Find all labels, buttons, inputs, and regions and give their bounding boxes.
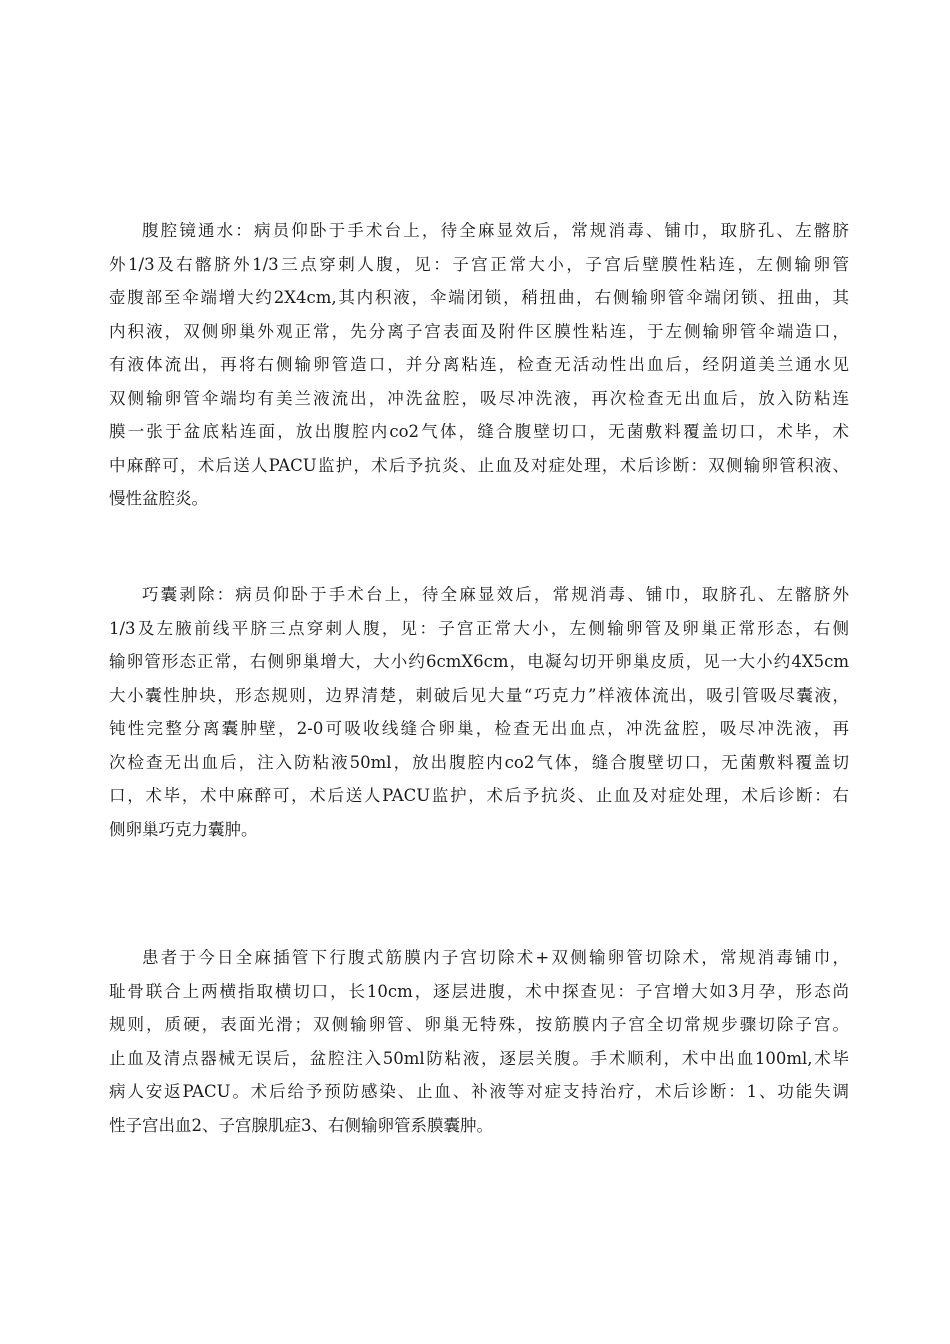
paragraph-line: 病人安返PACU。术后给予预防感染、止血、补液等对症支持治疗，术后诊断：1、功能失调 xyxy=(109,1082,849,1101)
paragraph-laparoscopic-hydrotubation xyxy=(109,214,849,516)
paragraph-line: 侧卵巢巧克力囊肿。 xyxy=(109,819,258,839)
paragraph-line: 中麻醉可，术后送人PACU监护，术后予抗炎、止血及对症处理，术后诊断：双侧输卵管积液、 xyxy=(109,455,849,475)
paragraph-line: 腹腔镜通水：病员仰卧于手术台上，待全麻显效后，常规消毒、铺巾，取脐孔、左髂脐 xyxy=(142,221,849,240)
paragraph-line: 膜一张于盆底粘连面，放出腹腔内co2气体，缝合腹壁切口，无菌敷料覆盖切口，术毕，术 xyxy=(109,422,849,441)
paragraph-line: 内积液，双侧卵巢外观正常，先分离子宫表面及附件区膜性粘连，于左侧输卵管伞端造口， xyxy=(109,321,849,341)
paragraph-line: 有液体流出，再将右侧输卵管造口，并分离粘连，检查无活动性出血后，经阴道美兰通水见 xyxy=(109,355,849,374)
paragraph-line: 患者于今日全麻插管下行腹式筋膜内子宫切除术+双侧输卵管切除术，常规消毒铺巾， xyxy=(142,948,849,967)
paragraph-line: 外1/3及右髂脐外1/3三点穿刺人腹，见：子宫正常大小，子宫后壁膜性粘连，左侧输卵管 xyxy=(109,254,849,274)
paragraph-line: 钝性完整分离囊肿壁，2-0可吸收线缝合卵巢，检查无出血点，冲洗盆腔，吸尽冲洗液，再 xyxy=(109,719,849,738)
paragraph-line: 壶腹部至伞端增大约2X4cm,其内积液，伞端闭锁，稍扭曲，右侧输卵管伞端闭锁、扭曲，其 xyxy=(109,288,849,307)
paragraph-line: 止血及清点器械无误后，盆腔注入50ml防粘液，逐层关腹。手术顺利，术中出血100ml,术毕 xyxy=(109,1048,849,1068)
paragraph-line: 1/3及左腋前线平脐三点穿刺人腹，见：子宫正常大小，左侧输卵管及卵巢正常形态，右侧 xyxy=(109,618,849,638)
paragraph-line: 巧囊剥除：病员仰卧于手术台上，待全麻显效后，常规消毒、铺巾，取脐孔、左髂脐外 xyxy=(142,585,849,604)
paragraph-line: 耻骨联合上两横指取横切口，长10cm，逐层进腹，术中探查见：子宫增大如3月孕，形态尚 xyxy=(109,981,849,1001)
paragraph-line: 口，术毕，术中麻醉可，术后送人PACU监护，术后予抗炎、止血及对症处理，术后诊断：右 xyxy=(109,786,849,805)
paragraph-line: 慢性盆腔炎。 xyxy=(109,489,208,508)
paragraph-line: 双侧输卵管伞端均有美兰液流出，冲洗盆腔，吸尽冲洗液，再次检查无出血后，放入防粘连 xyxy=(109,388,849,408)
paragraph-line: 输卵管形态正常，右侧卵巢增大，大小约6cmX6cm，电凝勾切开卵巢皮质，见一大小约4X5cm xyxy=(109,652,849,671)
paragraph-line: 次检查无出血后，注入防粘液50ml，放出腹腔内co2气体，缝合腹壁切口，无菌敷料覆盖切 xyxy=(109,752,849,772)
paragraph-line: 规则，质硬，表面光滑；双侧输卵管、卵巢无特殊，按筋膜内子宫全切常规步骤切除子宫。 xyxy=(109,1015,849,1034)
paragraph-line: 大小囊性肿块，形态规则，边界清楚，刺破后见大量“巧克力”样液体流出，吸引管吸尽囊液， xyxy=(109,685,849,705)
paragraph-chocolate-cyst-removal xyxy=(109,578,849,846)
paragraph-line: 性子宫出血2、子宫腺肌症3、右侧输卵管系膜囊肿。 xyxy=(109,1115,493,1135)
paragraph-hysterectomy xyxy=(109,941,849,1142)
